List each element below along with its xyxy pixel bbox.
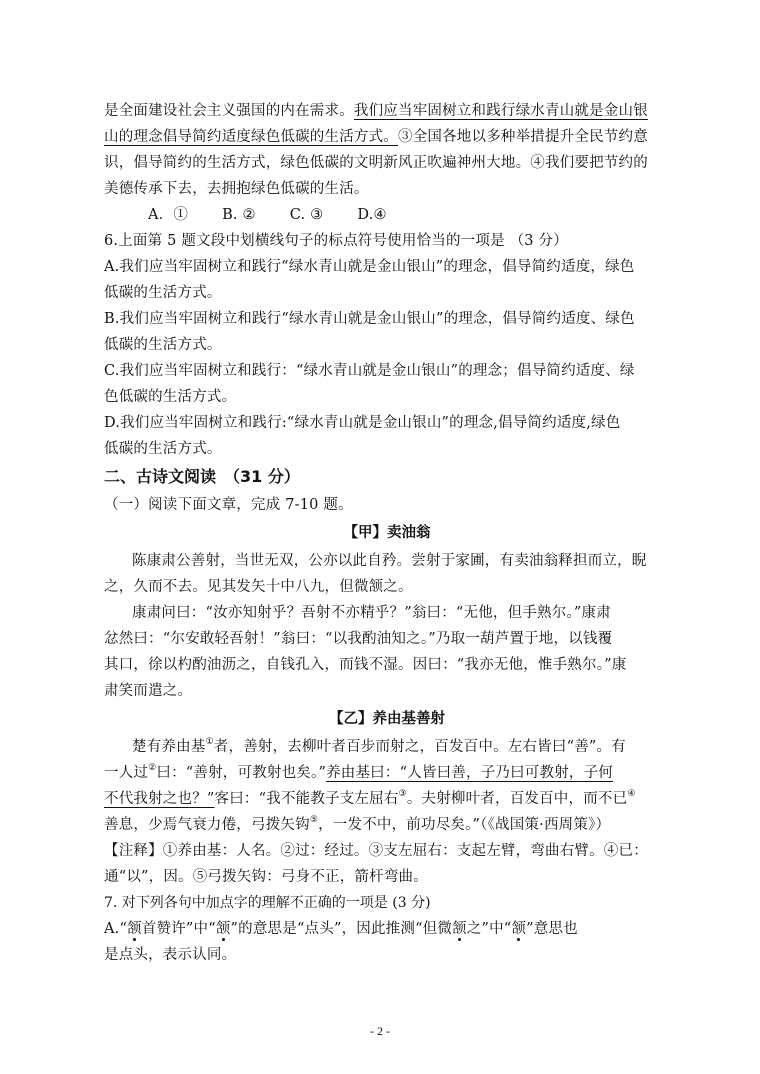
yi-line4: 善息，少焉气衰力倦，弓拨矢钩⑤，一发不中，前功尽矣。”（《战国策·西周策》） — [104, 815, 611, 833]
option-d: D.④ — [357, 207, 387, 223]
yi-line2: 一人过②曰：“善射，可教射也矣。”养由基曰：“人皆曰善，子乃曰可教射，子何 — [104, 763, 613, 781]
dotted-char: 颔 — [511, 921, 527, 937]
notes-line2: 通“以”，因。⑤弓拨矢钩：弓身不正，箭杆弯曲。 — [104, 869, 428, 885]
jia-para2-line1: 康肃问曰：“汝亦知射乎？吾射不亦精乎？”翁曰：“无他，但手熟尔。”康肃 — [132, 605, 611, 621]
section-heading: 二、古诗文阅读 （31 分） — [104, 467, 300, 486]
option-c: C. ③ — [289, 207, 324, 223]
jia-para2-line4: 肃笑而遣之。 — [104, 683, 193, 699]
footnote-marker: ③ — [398, 789, 407, 799]
notes-line1: 【注释】①养由基：人名。②过：经过。③支左屈右：支起左臂，弯曲右臂。④已： — [104, 843, 648, 859]
q7-option-a-line2: 是点头，表示认同。 — [104, 947, 237, 963]
footnote-marker: ⑤ — [309, 815, 319, 825]
dotted-char: 颔 — [215, 921, 231, 937]
footnote-marker: ① — [205, 737, 214, 747]
jia-para2-line3: 其口，徐以杓酌油沥之，自钱孔入，而钱不湿。因曰：“我亦无他，惟手熟尔。”康 — [104, 657, 627, 673]
section-instruction: （一）阅读下面文章，完成 7-10 题。 — [104, 497, 353, 513]
q6-option-a-line1: A.我们应当牢固树立和践行“绿水青山就是金山银山”的理念，倡导简约适度，绿色 — [104, 259, 635, 275]
passage-line-4: 美德传承下去，去拥抱绿色低碳的生活。 — [104, 181, 369, 197]
q6-option-d-line1: D.我们应当牢固树立和践行:“绿水青山就是金山银山”的理念,倡导简约适度,绿色 — [104, 415, 621, 431]
underlined-sentence-cont: 不代我射之也？” — [104, 791, 215, 807]
underlined-sentence: 养由基曰：“人皆曰善，子乃曰可教射，子何 — [326, 765, 613, 781]
passage-line-1: 是全面建设社会主义强国的内在需求。我们应当牢固树立和践行绿水青山就是金山银 — [104, 103, 648, 119]
passage-yi-title: 【乙】养由基善射 — [329, 711, 445, 727]
footnote-marker: ② — [148, 763, 157, 773]
yi-line1: 楚有养由基①者，善射，去柳叶者百步而射之，百发百中。左右皆曰“善”。有 — [132, 737, 626, 755]
passage-line-3: 识，倡导简约的生活方式，绿色低碳的文明新风正吹遍神州大地。④我们要把节约的 — [104, 155, 648, 171]
q5-options — [104, 202, 670, 228]
passage-line-2: 山的理念倡导简约适度绿色低碳的生活方式。③全国各地以多种举措提升全民节约意 — [104, 129, 648, 145]
underlined-sentence-cont: 山的理念倡导简约适度绿色低碳的生活方式。 — [104, 129, 398, 145]
q7-stem: 7. 对下列各句中加点字的理解不正确的一项是 (3 分) — [104, 895, 431, 911]
document-page — [104, 98, 670, 968]
q6-stem: 6.上面第 5 题文段中划横线句子的标点符号使用恰当的一项是 （3 分） — [104, 233, 568, 249]
q6-option-c-line2: 色低碳的生活方式。 — [104, 389, 237, 405]
option-b: B. ② — [222, 207, 256, 223]
q6-option-c-line1: C.我们应当牢固树立和践行：“绿水青山就是金山银山”的理念；倡导简约适度、绿 — [104, 363, 635, 379]
option-a: A．① — [148, 207, 189, 223]
page-number: - 2 - — [370, 1024, 390, 1038]
q6-option-b-line2: 低碳的生活方式。 — [104, 337, 222, 353]
jia-para1-line1: 陈康肃公善射，当世无双，公亦以此自矜。尝射于家圃，有卖油翁释担而立，睨 — [132, 553, 647, 569]
underlined-sentence: 我们应当牢固树立和践行绿水青山就是金山银 — [353, 103, 648, 119]
dotted-char: 颔 — [452, 921, 467, 937]
footnote-marker: ④ — [627, 789, 636, 799]
passage-jia-title: 【甲】卖油翁 — [343, 525, 431, 541]
q6-option-a-line2: 低碳的生活方式。 — [104, 285, 222, 301]
jia-para1-line2: 之，久而不去。见其发矢十中八九，但微颔之。 — [104, 579, 413, 595]
yi-line3: 不代我射之也？”客曰：“我不能教子支左屈右③。夫射柳叶者，百发百中，而不已④ — [104, 789, 636, 807]
q6-option-b-line1: B.我们应当牢固树立和践行“绿水青山就是金山银山”的理念，倡导简约适度、绿色 — [104, 311, 635, 327]
dotted-char: 颔 — [127, 921, 142, 937]
q6-option-d-line2: 低碳的生活方式。 — [104, 441, 222, 457]
jia-para2-line2: 忿然曰：“尔安敢轻吾射！”翁曰：“以我酌油知之。”乃取一葫芦置于地，以钱覆 — [104, 631, 613, 647]
q7-option-a-line1: A.“颔首赞许”中“颔”的意思是“点头”，因此推测“但微颔之”中“颔”意思也 — [104, 921, 578, 937]
